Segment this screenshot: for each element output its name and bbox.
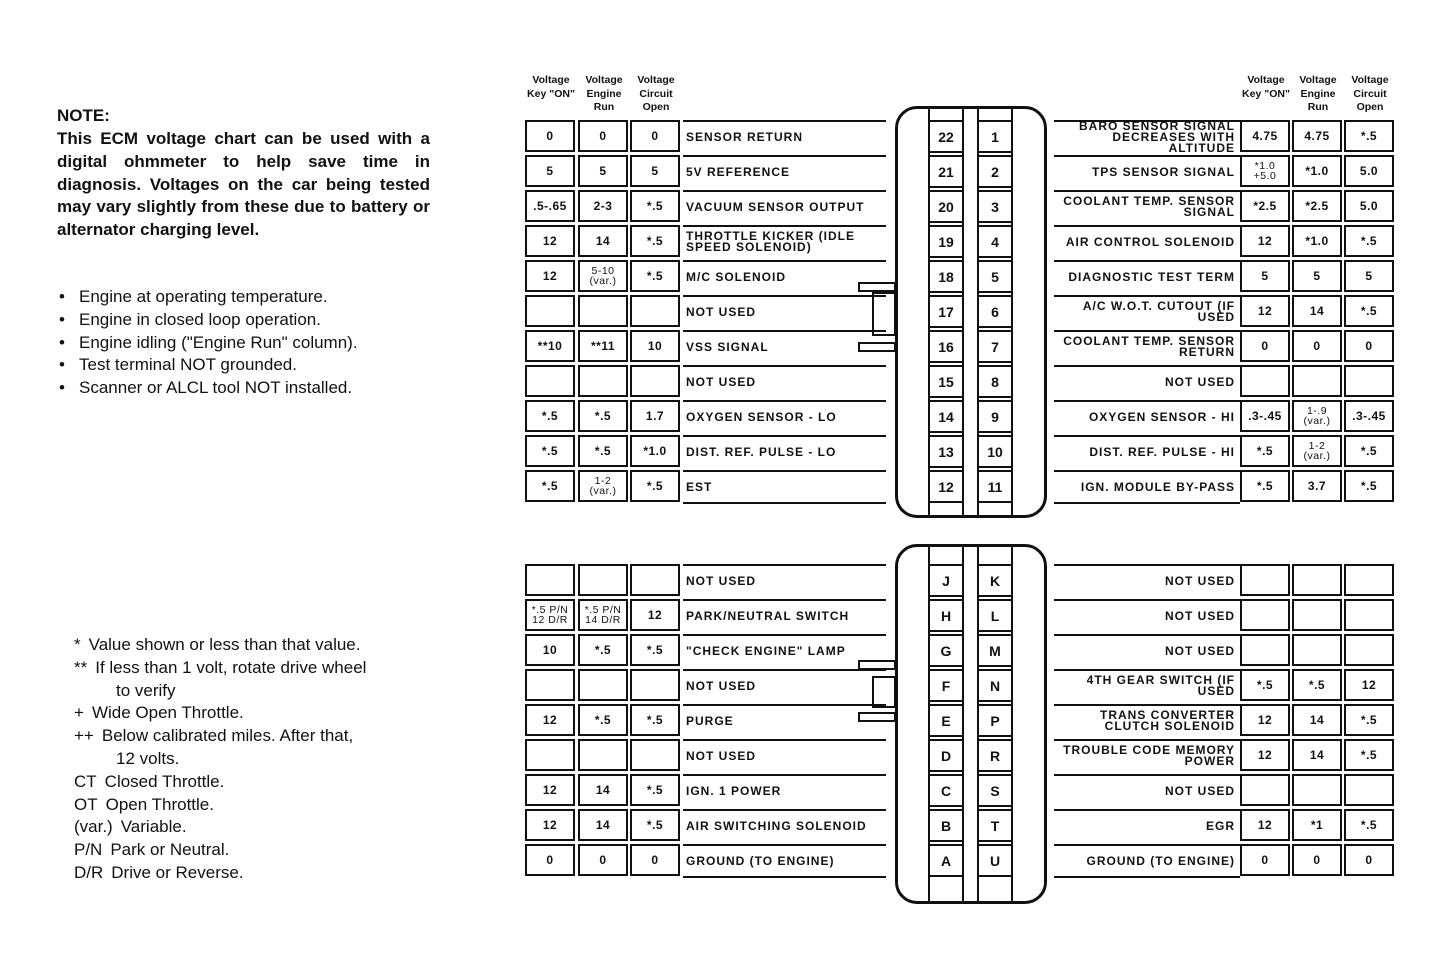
voltage-engine-run-cell: *.5 [1292,669,1342,701]
voltage-engine-run-cell: 14 [1292,295,1342,327]
voltage-engine-run-cell: 1-2 (var.) [1292,435,1342,467]
pin-label: P [977,704,1013,737]
voltage-circuit-open-cell: *.5 [630,774,680,806]
legend-text: Wide Open Throttle. [91,703,244,723]
voltage-engine-run-cell [578,295,628,327]
voltage-engine-run-cell [1292,564,1342,596]
legend-symbol: + [74,703,84,723]
voltage-circuit-open-cell: *.5 [630,190,680,222]
voltage-key-on-cell [525,295,575,327]
legend-item [74,680,366,703]
voltage-circuit-open-cell: *.5 [1344,739,1394,771]
voltage-engine-run-cell: *.5 [578,435,628,467]
header-circuit-open-left: Voltage Circuit Open [637,74,675,113]
condition-item: • Engine at operating temperature. [57,286,358,309]
voltage-key-on-cell: *2.5 [1240,190,1290,222]
voltage-key-on-cell: 0 [1240,330,1290,362]
note-title: NOTE: [57,106,110,125]
pin-label: 5 [977,260,1013,293]
voltage-circuit-open-cell: 5 [1344,260,1394,292]
header-engine-run-left: Voltage Engine Run [585,74,623,113]
legend-symbol: CT [74,771,97,791]
circuit-description: A/C W.O.T. CUTOUT (IF USED [1054,295,1240,327]
legend-text: Open Throttle. [105,794,214,814]
voltage-key-on-cell: 0 [525,844,575,876]
circuit-description: DIST. REF. PULSE - LO [683,435,886,467]
circuit-description: M/C SOLENOID [683,260,886,292]
voltage-circuit-open-cell: *.5 [1344,225,1394,257]
voltage-key-on-cell: *.5 [525,435,575,467]
voltage-key-on-cell: 12 [1240,225,1290,257]
circuit-description: 5V REFERENCE [683,155,886,187]
voltage-key-on-cell: *.5 [1240,470,1290,502]
circuit-description: SENSOR RETURN [683,120,886,152]
voltage-key-on-cell: *.5 P/N 12 D/R [525,599,575,631]
circuit-description: NOT USED [1054,774,1240,806]
note-paragraph: This ECM voltage chart can be used with a digital ohmmeter to help save time in diagnosis. Voltages on the car being tested may vary slightly from these due to battery or alternator charging level. [57,129,430,240]
legend-symbol: * [74,635,81,654]
voltage-engine-run-cell: *.5 P/N 14 D/R [578,599,628,631]
voltage-key-on-cell: 5 [1240,260,1290,292]
pin-label: F [928,669,964,702]
legend-item [74,748,366,771]
voltage-circuit-open-cell: 0 [1344,844,1394,876]
voltage-engine-run-cell [1292,365,1342,397]
voltage-engine-run-cell: 14 [578,774,628,806]
voltage-circuit-open-cell: 5.0 [1344,190,1394,222]
circuit-description: IGN. MODULE BY-PASS [1054,470,1240,502]
voltage-engine-run-cell: 5 [1292,260,1342,292]
voltage-circuit-open-cell [630,365,680,397]
legend-item [74,702,366,725]
voltage-engine-run-cell: 1-.9 (var.) [1292,400,1342,432]
pin-label: D [928,739,964,772]
pin-label: A [928,844,964,877]
pin-label: S [977,774,1013,807]
circuit-description: GROUND (TO ENGINE) [1054,844,1240,876]
voltage-engine-run-cell: 3.7 [1292,470,1342,502]
circuit-description: GROUND (TO ENGINE) [683,844,886,876]
circuit-description: BARO SENSOR SIGNAL DECREASES WITH ALTITUDE [1054,120,1240,152]
circuit-description: NOT USED [683,669,886,701]
test-conditions-list [57,286,358,400]
voltage-key-on-cell [1240,564,1290,596]
legend-text: to verify [116,680,176,700]
voltage-engine-run-cell [1292,634,1342,666]
voltage-circuit-open-cell: 0 [1344,330,1394,362]
legend-symbol: D/R [74,862,104,882]
circuit-description: THROTTLE KICKER (IDLE SPEED SOLENOID) [683,225,886,257]
circuit-description: TPS SENSOR SIGNAL [1054,155,1240,187]
connector-shell-bottom [895,544,1047,904]
voltage-key-on-cell [1240,634,1290,666]
pin-label: E [928,704,964,737]
voltage-key-on-cell: *.5 [525,400,575,432]
circuit-description: COOLANT TEMP. SENSOR SIGNAL [1054,190,1240,222]
pin-label: 21 [928,155,964,188]
voltage-key-on-cell: 10 [525,634,575,666]
circuit-description: DIST. REF. PULSE - HI [1054,435,1240,467]
voltage-circuit-open-cell: *.5 [1344,435,1394,467]
voltage-circuit-open-cell: *.5 [1344,470,1394,502]
pin-label: 18 [928,260,964,293]
connector-rail [928,108,930,518]
voltage-key-on-cell: 12 [525,809,575,841]
circuit-description: NOT USED [1054,564,1240,596]
pin-label: L [977,599,1013,632]
voltage-key-on-cell [1240,599,1290,631]
pin-label: 6 [977,295,1013,328]
legend-text: Variable. [120,817,187,837]
circuit-description: NOT USED [683,365,886,397]
connector-rail [962,546,964,904]
voltage-circuit-open-cell: 1.7 [630,400,680,432]
circuit-description: AIR SWITCHING SOLENOID [683,809,886,841]
voltage-circuit-open-cell: *.5 [630,704,680,736]
voltage-circuit-open-cell: 10 [630,330,680,362]
voltage-engine-run-cell: 0 [1292,844,1342,876]
voltage-key-on-cell: *.5 [525,470,575,502]
voltage-engine-run-cell: 5 [578,155,628,187]
table-bottom-rule [683,876,886,878]
legend-symbol: P/N [74,840,103,860]
connector-rail [1011,108,1013,518]
circuit-description: NOT USED [683,564,886,596]
pin-label: 20 [928,190,964,223]
voltage-engine-run-cell: *1.0 [1292,155,1342,187]
pin-label: 14 [928,400,964,433]
connector-shell-top [895,106,1047,518]
voltage-circuit-open-cell: *.5 [1344,704,1394,736]
voltage-engine-run-cell: *.5 [578,400,628,432]
voltage-key-on-cell [525,365,575,397]
circuit-description: "CHECK ENGINE" LAMP [683,634,886,666]
circuit-description: AIR CONTROL SOLENOID [1054,225,1240,257]
circuit-description: NOT USED [1054,599,1240,631]
voltage-circuit-open-cell: *.5 [630,634,680,666]
voltage-engine-run-cell: 4.75 [1292,120,1342,152]
voltage-key-on-cell: *1.0 +5.0 [1240,155,1290,187]
voltage-circuit-open-cell: *.5 [1344,295,1394,327]
voltage-circuit-open-cell: 0 [630,844,680,876]
header-key-on-right: Voltage Key "ON" [1242,74,1290,100]
voltage-key-on-cell: 12 [1240,295,1290,327]
voltage-engine-run-cell: 14 [578,225,628,257]
condition-item: • Test terminal NOT grounded. [57,354,358,377]
voltage-engine-run-cell: 14 [1292,739,1342,771]
voltage-circuit-open-cell [1344,564,1394,596]
legend-symbol: OT [74,794,98,814]
pin-label: 12 [928,470,964,503]
circuit-description: NOT USED [683,295,886,327]
legend-text: Drive or Reverse. [111,862,244,882]
header-circuit-open-right: Voltage Circuit Open [1351,74,1389,113]
legend-item [74,816,366,839]
voltage-key-on-cell: 0 [525,120,575,152]
pin-label: 16 [928,330,964,363]
circuit-description: NOT USED [683,739,886,771]
voltage-engine-run-cell: 5-10 (var.) [578,260,628,292]
voltage-key-on-cell: 12 [1240,704,1290,736]
pin-label: G [928,634,964,667]
voltage-engine-run-cell: *1 [1292,809,1342,841]
pin-label: 17 [928,295,964,328]
voltage-engine-run-cell [1292,774,1342,806]
voltage-engine-run-cell [578,739,628,771]
table-bottom-rule [683,502,886,504]
voltage-key-on-cell: 12 [525,774,575,806]
circuit-description: PURGE [683,704,886,736]
voltage-key-on-cell [525,669,575,701]
circuit-description: NOT USED [1054,634,1240,666]
voltage-key-on-cell: .5-.65 [525,190,575,222]
voltage-key-on-cell: 0 [1240,844,1290,876]
voltage-key-on-cell: **10 [525,330,575,362]
connector-rail [962,108,964,518]
legend-text: Park or Neutral. [110,840,230,860]
voltage-engine-run-cell: 0 [578,120,628,152]
circuit-description: TRANS CONVERTER CLUTCH SOLENOID [1054,704,1240,736]
legend-text: 12 volts. [116,748,180,768]
voltage-key-on-cell [1240,365,1290,397]
voltage-engine-run-cell [578,564,628,596]
legend [74,634,366,885]
legend-text: Value shown or less than that value. [88,635,361,654]
voltage-engine-run-cell: *1.0 [1292,225,1342,257]
voltage-engine-run-cell: 2-3 [578,190,628,222]
circuit-description: NOT USED [1054,365,1240,397]
voltage-engine-run-cell: **11 [578,330,628,362]
circuit-description: VACUUM SENSOR OUTPUT [683,190,886,222]
connector-rail [977,108,979,518]
voltage-key-on-cell: *.5 [1240,435,1290,467]
pin-label: 3 [977,190,1013,223]
pin-label: U [977,844,1013,877]
voltage-key-on-cell: 12 [1240,739,1290,771]
legend-symbol: (var.) [74,817,113,837]
voltage-circuit-open-cell: *.5 [630,470,680,502]
voltage-engine-run-cell: 0 [578,844,628,876]
circuit-description: IGN. 1 POWER [683,774,886,806]
voltage-key-on-cell: 12 [525,260,575,292]
voltage-engine-run-cell: *.5 [578,634,628,666]
condition-item: • Engine idling ("Engine Run" column). [57,332,358,355]
legend-symbol: ** [74,657,88,677]
legend-text: Below calibrated miles. After that, [101,726,354,746]
voltage-circuit-open-cell: 5.0 [1344,155,1394,187]
voltage-engine-run-cell: 1-2 (var.) [578,470,628,502]
voltage-circuit-open-cell [630,669,680,701]
voltage-circuit-open-cell: *.5 [630,225,680,257]
circuit-description: PARK/NEUTRAL SWITCH [683,599,886,631]
legend-symbol: ++ [74,726,94,746]
voltage-key-on-cell: 12 [525,225,575,257]
pin-label: 22 [928,120,964,153]
voltage-engine-run-cell [578,365,628,397]
voltage-circuit-open-cell [1344,365,1394,397]
pin-label: 10 [977,435,1013,468]
pin-label: T [977,809,1013,842]
circuit-description: EGR [1054,809,1240,841]
voltage-circuit-open-cell: 0 [630,120,680,152]
circuit-description: COOLANT TEMP. SENSOR RETURN [1054,330,1240,362]
pin-label: J [928,564,964,597]
pin-label: 4 [977,225,1013,258]
pin-label: 8 [977,365,1013,398]
pin-label: 11 [977,470,1013,503]
legend-item [74,771,366,794]
voltage-circuit-open-cell: *.5 [1344,120,1394,152]
voltage-engine-run-cell: *2.5 [1292,190,1342,222]
voltage-key-on-cell [525,564,575,596]
voltage-key-on-cell: 12 [525,704,575,736]
voltage-key-on-cell: 5 [525,155,575,187]
pin-label: 15 [928,365,964,398]
pin-label: M [977,634,1013,667]
circuit-description: EST [683,470,886,502]
table-bottom-rule [1054,876,1240,878]
voltage-engine-run-cell: *.5 [578,704,628,736]
voltage-circuit-open-cell [1344,599,1394,631]
condition-item: • Scanner or ALCL tool NOT installed. [57,377,358,400]
pin-label: K [977,564,1013,597]
legend-item [74,657,366,680]
legend-item [74,862,366,885]
circuit-description: TROUBLE CODE MEMORY POWER [1054,739,1240,771]
circuit-description: DIAGNOSTIC TEST TERM [1054,260,1240,292]
circuit-description: OXYGEN SENSOR - LO [683,400,886,432]
voltage-engine-run-cell: 14 [1292,704,1342,736]
voltage-circuit-open-cell [630,739,680,771]
header-key-on-left: Voltage Key "ON" [527,74,575,100]
circuit-description: 4TH GEAR SWITCH (IF USED [1054,669,1240,701]
voltage-circuit-open-cell [1344,774,1394,806]
pin-label: C [928,774,964,807]
voltage-engine-run-cell: 0 [1292,330,1342,362]
voltage-engine-run-cell [1292,599,1342,631]
voltage-key-on-cell: .3-.45 [1240,400,1290,432]
condition-item: • Engine in closed loop operation. [57,309,358,332]
connector-rail [928,546,930,904]
legend-item [74,725,366,748]
voltage-circuit-open-cell: *.5 [1344,809,1394,841]
voltage-circuit-open-cell: 5 [630,155,680,187]
pin-label: 9 [977,400,1013,433]
voltage-circuit-open-cell [630,295,680,327]
legend-text: Closed Throttle. [104,771,225,791]
pin-label: R [977,739,1013,772]
voltage-circuit-open-cell: 12 [1344,669,1394,701]
circuit-description: VSS SIGNAL [683,330,886,362]
pin-label: H [928,599,964,632]
voltage-key-on-cell [1240,774,1290,806]
pin-label: 7 [977,330,1013,363]
voltage-circuit-open-cell: *.5 [630,809,680,841]
pin-label: 2 [977,155,1013,188]
connector-rail [977,546,979,904]
voltage-circuit-open-cell [630,564,680,596]
voltage-circuit-open-cell: 12 [630,599,680,631]
legend-text: If less than 1 volt, rotate drive wheel [95,657,367,677]
table-bottom-rule [1054,502,1240,504]
pin-label: N [977,669,1013,702]
header-engine-run-right: Voltage Engine Run [1299,74,1337,113]
voltage-key-on-cell: 12 [1240,809,1290,841]
voltage-key-on-cell: 4.75 [1240,120,1290,152]
voltage-key-on-cell [525,739,575,771]
circuit-description: OXYGEN SENSOR - HI [1054,400,1240,432]
voltage-circuit-open-cell: *1.0 [630,435,680,467]
pin-label: B [928,809,964,842]
legend-item [74,634,366,657]
voltage-circuit-open-cell: *.5 [630,260,680,292]
pin-label: 13 [928,435,964,468]
voltage-circuit-open-cell: .3-.45 [1344,400,1394,432]
voltage-key-on-cell: *.5 [1240,669,1290,701]
voltage-engine-run-cell [578,669,628,701]
pin-label: 19 [928,225,964,258]
pin-label: 1 [977,120,1013,153]
voltage-engine-run-cell: 14 [578,809,628,841]
legend-item [74,794,366,817]
voltage-circuit-open-cell [1344,634,1394,666]
legend-item [74,839,366,862]
connector-rail [1011,546,1013,904]
